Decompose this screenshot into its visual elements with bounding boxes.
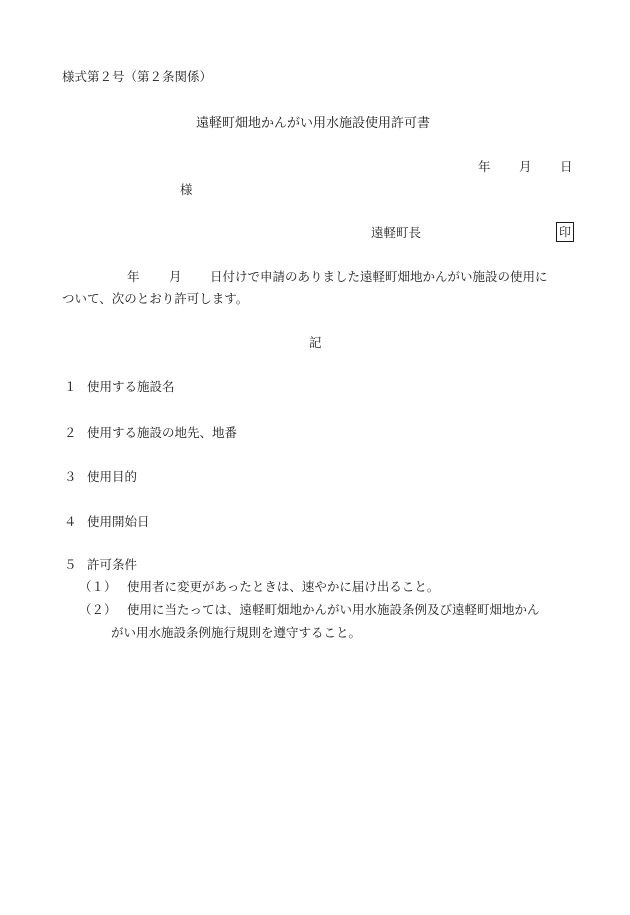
date-day-label: 日 [560, 159, 573, 174]
item-label-facility-location: 使用する施設の地先、地番 [87, 425, 238, 440]
item-number: ２ [64, 425, 77, 440]
item-number: ４ [64, 514, 77, 529]
seal-box: 印 [556, 222, 574, 242]
date-year-label: 年 [478, 159, 491, 174]
condition-text: 使用者に変更があったときは、速やかに届け出ること。 [127, 579, 440, 594]
form-number: 様式第２号（第２条関係） [62, 69, 213, 84]
addressee-suffix: 様 [180, 182, 193, 197]
item-label-purpose: 使用目的 [87, 469, 138, 484]
condition-number: （２） [79, 602, 117, 617]
body-year-label: 年 [127, 269, 140, 284]
item-number: １ [64, 379, 77, 394]
body-text-line1: 日付けで申請のありました遠軽町畑地かんがい施設の使用に [210, 269, 548, 284]
body-text-line2: ついて、次のとおり許可します。 [62, 291, 249, 306]
condition-text-line2: がい用水施設条例施行規則を遵守すること。 [111, 625, 362, 640]
item-label-conditions: 許可条件 [87, 557, 138, 572]
body-month-label: 月 [169, 269, 182, 284]
item-label-start-date: 使用開始日 [87, 514, 150, 529]
issuer-name: 遠軽町長 [371, 225, 422, 240]
condition-number: （１） [79, 579, 117, 594]
item-number: ５ [64, 557, 77, 572]
item-number: ３ [64, 469, 77, 484]
date-month-label: 月 [519, 159, 532, 174]
condition-text-line1: 使用に当たっては、遠軽町畑地かんがい用水施設条例及び遠軽町畑地かん [127, 602, 540, 617]
item-label-facility-name: 使用する施設名 [87, 379, 175, 394]
ki-heading: 記 [309, 335, 322, 350]
document-title: 遠軽町畑地かんがい用水施設使用許可書 [196, 116, 431, 131]
